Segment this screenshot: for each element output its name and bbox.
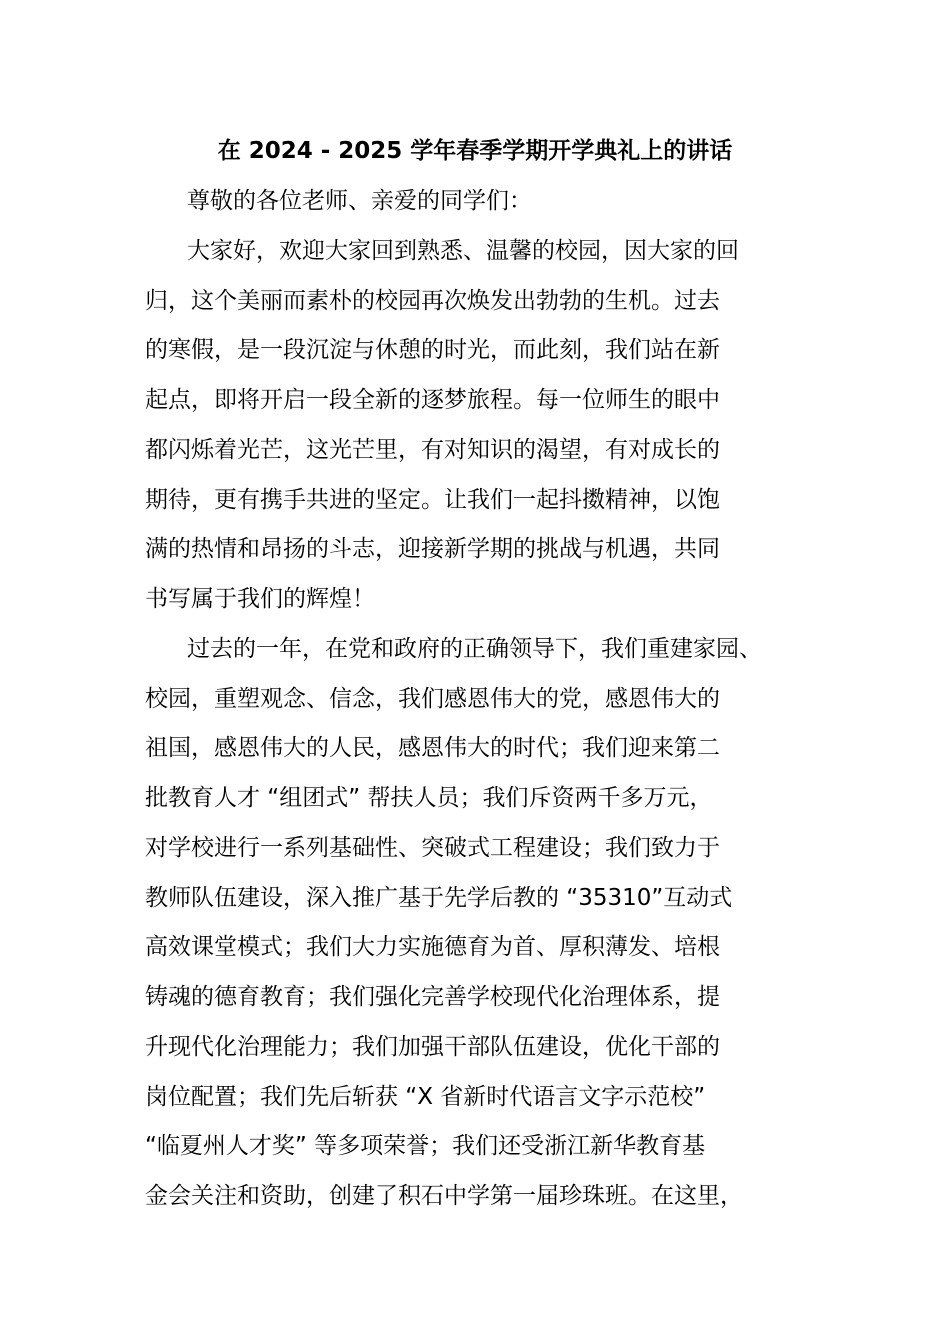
paragraph-line: 的寒假，是一段沉淀与休憩的时光，而此刻，我们站在新 bbox=[145, 337, 720, 363]
paragraph-line: 教师队伍建设，深入推广基于先学后教的 “35310”互动式 bbox=[145, 885, 733, 911]
paragraph-line: 对学校进行一系列基础性、突破式工程建设；我们致力于 bbox=[145, 835, 720, 861]
greeting-line: 尊敬的各位老师、亲爱的同学们： bbox=[187, 188, 532, 214]
paragraph-line: 书写属于我们的辉煌！ bbox=[145, 586, 375, 612]
paragraph-line: 祖国，感恩伟大的人民，感恩伟大的时代；我们迎来第二 bbox=[145, 735, 720, 761]
paragraph-line: 批教育人才 “组团式” 帮扶人员；我们斥资两千多万元， bbox=[145, 785, 713, 811]
paragraph-line: 过去的一年，在党和政府的正确领导下，我们重建家园、 bbox=[187, 636, 762, 662]
paragraph-line: 期待，更有携手共进的坚定。让我们一起抖擞精神，以饱 bbox=[145, 487, 720, 513]
paragraph-line: 铸魂的德育教育；我们强化完善学校现代化治理体系，提 bbox=[145, 984, 720, 1010]
paragraph-line: 起点，即将开启一段全新的逐梦旅程。每一位师生的眼中 bbox=[145, 387, 720, 413]
paragraph-line: 升现代化治理能力；我们加强干部队伍建设，优化干部的 bbox=[145, 1034, 720, 1060]
paragraph-line: 岗位配置；我们先后斩获 “X 省新时代语言文字示范校” bbox=[145, 1084, 706, 1110]
paragraph-line: 大家好，欢迎大家回到熟悉、温馨的校园，因大家的回 bbox=[187, 238, 739, 264]
paragraph-line: 归，这个美丽而素朴的校园再次焕发出勃勃的生机。过去 bbox=[145, 288, 720, 314]
paragraph-line: “临夏州人才奖” 等多项荣誉；我们还受浙江新华教育基 bbox=[145, 1133, 706, 1159]
document-title: 在 2024 - 2025 学年春季学期开学典礼上的讲话 bbox=[217, 138, 733, 164]
paragraph-line: 校园，重塑观念、信念，我们感恩伟大的党，感恩伟大的 bbox=[145, 686, 720, 712]
paragraph-line: 满的热情和昂扬的斗志，迎接新学期的挑战与机遇，共同 bbox=[145, 536, 720, 562]
paragraph-line: 金会关注和资助，创建了积石中学第一届珍珠班。在这里， bbox=[145, 1183, 743, 1209]
paragraph-line: 高效课堂模式；我们大力实施德育为首、厚积薄发、培根 bbox=[145, 934, 720, 960]
paragraph-line: 都闪烁着光芒，这光芒里，有对知识的渴望，有对成长的 bbox=[145, 437, 720, 463]
